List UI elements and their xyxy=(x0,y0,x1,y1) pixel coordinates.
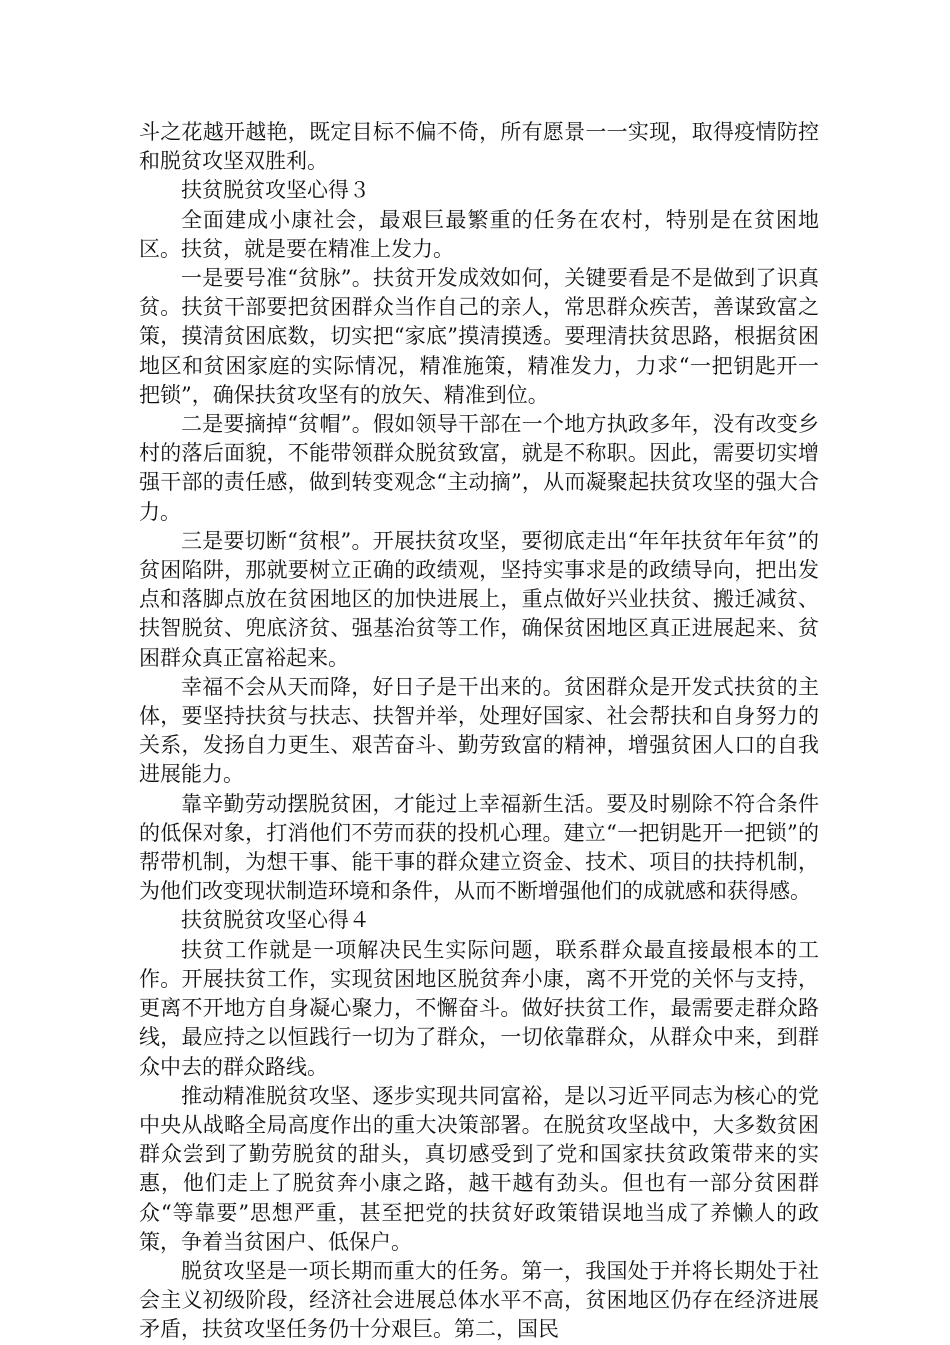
section-heading-3: 扶贫脱贫攻坚心得３ xyxy=(181,178,370,203)
paragraph: 全面建成小康社会，最艰巨最繁重的任务在农村，特别是在贫困地区。扶贫，就是要在精准上发力。 xyxy=(139,207,819,261)
section-heading-4: 扶贫脱贫攻坚心得４ xyxy=(181,908,370,933)
document-body xyxy=(139,118,819,1345)
paragraph: 脱贫攻坚是一项长期而重大的任务。第一，我国处于并将长期处于社会主义初级阶段，经济社会进展总体水平不高，贫困地区仍存在经济进展矛盾，扶贫攻坚任务仍十分艰巨。第二，国民 xyxy=(139,1258,819,1342)
paragraph: 靠辛勤劳动摆脱贫困，才能过上幸福新生活。要及时剔除不符合条件的低保对象，打消他们不劳而获的投机心理。建立“一把钥匙开一把锁”的帮带机制，为想干事、能干事的群众建立资金、技术、项目的扶持机制，为他们改变现状制造环境和条件，从而不断增强他们的成就感和获得感。 xyxy=(139,791,819,904)
paragraph-continuation: 斗之花越开越艳，既定目标不偏不倚，所有愿景一一实现，取得疫情防控和脱贫攻坚双胜利。 xyxy=(139,120,819,174)
paragraph: 一是要号准“贫脉”。扶贫开发成效如何，关键要看是不是做到了识真贫。扶贫干部要把贫困群众当作自己的亲人，常思群众疾苦，善谋致富之策，摸清贫困底数，切实把“家底”摸清摸透。要理清扶贫思路，根据贫困地区和贫困家庭的实际情况，精准施策，精准发力，力求“一把钥匙开一把锁”，确保扶贫攻坚有的放矢、精准到位。 xyxy=(139,266,819,407)
paragraph: 扶贫工作就是一项解决民生实际问题，联系群众最直接最根本的工作。开展扶贫工作，实现贫困地区脱贫奔小康，离不开党的关怀与支持，更离不开地方自身凝心聚力，不懈奋斗。做好扶贫工作，最需要走群众路线，最应持之以恒践行一切为了群众，一切依靠群众，从群众中来，到群众中去的群众路线。 xyxy=(139,937,819,1079)
paragraph: 幸福不会从天而降，好日子是干出来的。贫困群众是开发式扶贫的主体，要坚持扶贫与扶志、扶智并举，处理好国家、社会帮扶和自身努力的关系，发扬自力更生、艰苦奋斗、勤劳致富的精神，增强贫困人口的自我进展能力。 xyxy=(139,674,819,787)
paragraph: 三是要切断“贫根”。开展扶贫攻坚，要彻底走出“年年扶贫年年贫”的贫困陷阱，那就要树立正确的政绩观，坚持实事求是的政绩导向，把出发点和落脚点放在贫困地区的加快进展上，重点做好兴业扶贫、搬迁减贫、扶智脱贫、兜底济贫、强基治贫等工作，确保贫困地区真正进展起来、贫困群众真正富裕起来。 xyxy=(139,528,819,670)
paragraph: 二是要摘掉“贫帽”。假如领导干部在一个地方执政多年，没有改变乡村的落后面貌，不能带领群众脱贫致富，就是不称职。因此，需要切实增强干部的责任感，做到转变观念“主动摘”，从而凝聚起扶贫攻坚的强大合力。 xyxy=(139,412,819,524)
paragraph: 推动精准脱贫攻坚、逐步实现共同富裕，是以习近平同志为核心的党中央从战略全局高度作出的重大决策部署。在脱贫攻坚战中，大多数贫困群众尝到了勤劳脱贫的甜头，真切感受到了党和国家扶贫政策带来的实惠，他们走上了脱贫奔小康之路，越干越有劲头。但也有一部分贫困群众“等靠要”思想严重，甚至把党的扶贫好政策错误地当成了养懒人的政策，争着当贫困户、低保户。 xyxy=(139,1083,819,1254)
